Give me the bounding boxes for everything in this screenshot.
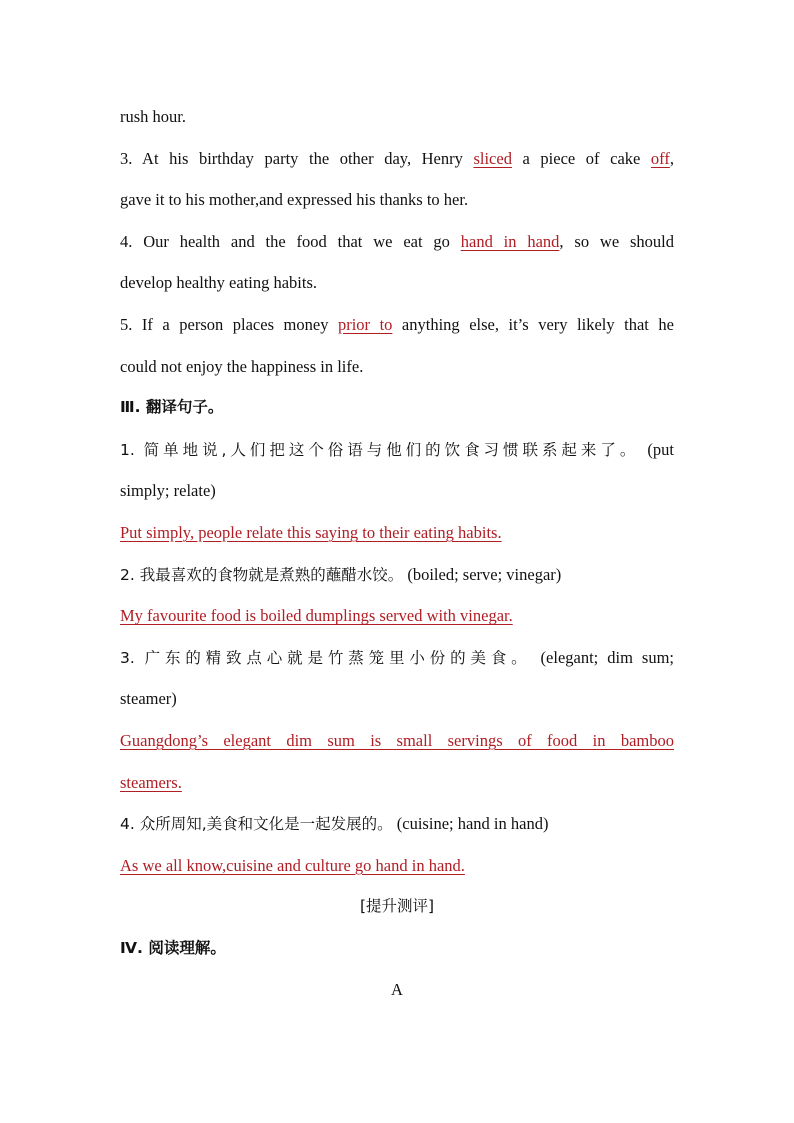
item-4-text-end: , so we should [559, 231, 674, 251]
translation-4-chinese: 4. 众所周知,美食和文化是一起发展的。 [120, 815, 393, 834]
item-5-text-end: anything else, it’s very likely that he [392, 314, 674, 334]
item-4-text: 4. Our health and the food that we eat go [120, 231, 461, 251]
item-4-line-1 [120, 221, 674, 263]
document-page [120, 96, 674, 1011]
evaluation-label: [提升测评] [359, 897, 435, 916]
section-iv-heading: Ⅳ. 阅读理解。 [120, 938, 226, 957]
item-3-text: 3. At his birthday party the other day, Henry [120, 148, 474, 168]
translation-2-question [120, 554, 674, 596]
translation-3-answer-1: Guangdong’s elegant dim sum is small servings of food in bamboo [120, 730, 674, 750]
section-iii-heading: Ⅲ. 翻译句子。 [120, 398, 224, 417]
translation-1-chinese: 1. 简单地说,人们把这个俗语与他们的饮食习惯联系起来了。 [120, 440, 640, 459]
translation-3-answer-2: steamers. [120, 772, 182, 792]
translation-2-chinese: 2. 我最喜欢的食物就是煮熟的蘸醋水饺。 [120, 565, 404, 584]
item-5-line-1 [120, 304, 674, 346]
translation-3-answer-line-1 [120, 720, 674, 762]
continuation-line: rush hour. [120, 107, 186, 126]
item-5-answer: prior to [337, 314, 393, 334]
translation-3-question [120, 637, 674, 679]
translation-4-hint: (cuisine; hand in hand) [392, 814, 549, 834]
translation-3-answer-line-2 [120, 762, 674, 804]
item-3-line-2: gave it to his mother,and expressed his thanks to her. [120, 190, 469, 210]
item-3-answer-2: off [650, 148, 670, 168]
item-3-text-mid: a piece of cake [511, 148, 651, 168]
translation-4-question [120, 803, 674, 845]
translation-3-hint: (elegant; dim sum; [531, 647, 674, 667]
translation-4-answer-line [120, 845, 674, 887]
translation-2-hint: (boiled; serve; vinegar) [403, 564, 562, 584]
translation-1-hint: (put [639, 439, 674, 459]
translation-2-answer: My favourite food is boiled dumplings served with vinegar. [120, 606, 513, 626]
translation-1-answer: Put simply, people relate this saying to their eating habits. [120, 522, 502, 542]
item-3-answer-1: sliced [473, 148, 512, 168]
translation-1-question [120, 429, 674, 471]
item-5-line-2: could not enjoy the happiness in life. [120, 356, 364, 376]
item-4-line-2: develop healthy eating habits. [120, 273, 318, 293]
item-3-line-1 [120, 138, 674, 180]
translation-2-answer-line [120, 595, 674, 637]
translation-4-answer: As we all know,cuisine and culture go hand in hand. [120, 855, 465, 875]
passage-label: A [391, 980, 403, 1000]
translation-1-hint-cont: simply; relate) [120, 481, 216, 501]
translation-3-chinese: 3. 广东的精致点心就是竹蒸笼里小份的美食。 [120, 648, 532, 667]
item-3-text-end: , [669, 148, 674, 168]
translation-3-hint-cont: steamer) [120, 689, 177, 709]
item-4-answer: hand in hand [460, 231, 560, 251]
item-5-text: 5. If a person places money [120, 314, 338, 334]
translation-1-answer-line [120, 512, 674, 554]
